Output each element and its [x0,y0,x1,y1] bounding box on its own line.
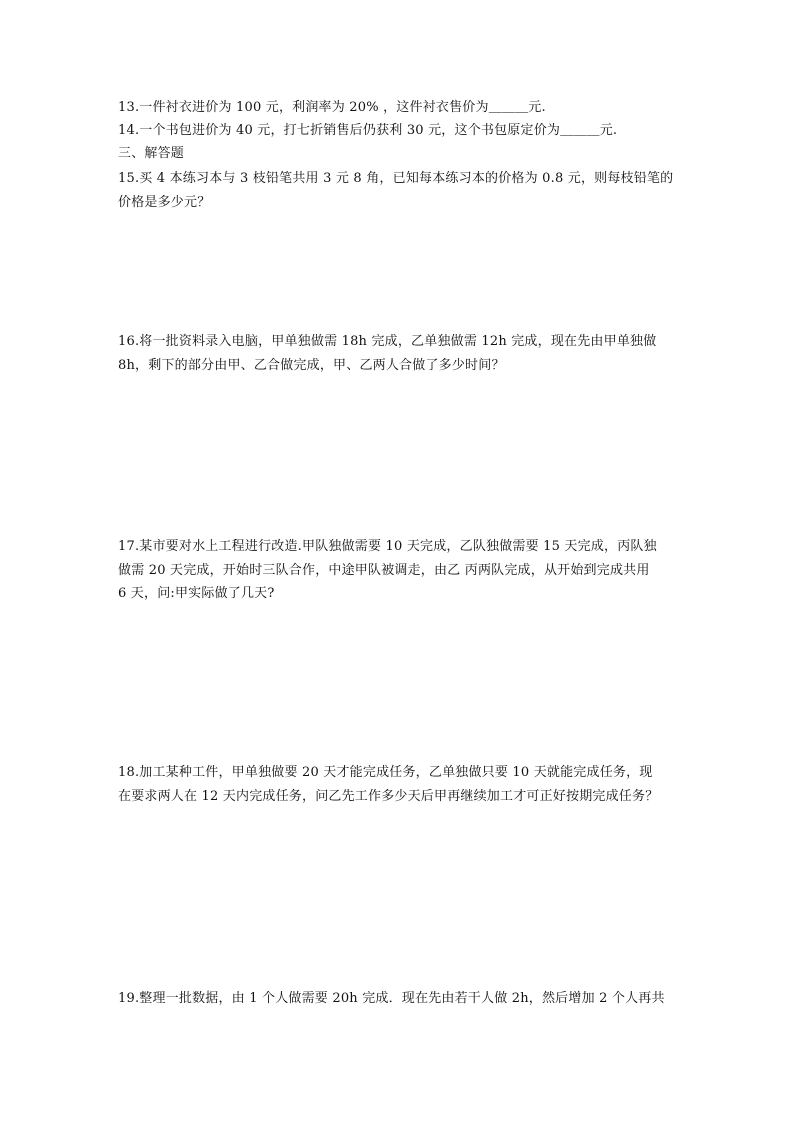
q18-line1: 18.加工某种工件，甲单独做要 20 天才能完成任务，乙单独做只要 10 天就能完成任务，现 [118,765,653,780]
q18-line2: 在要求两人在 12 天内完成任务，问乙先工作多少天后甲再继续加工才可正好按期完成任务？ [118,789,659,804]
section-title: 三、解答题 [118,146,185,161]
q17-line1: 17.某市要对水上工程进行改造.甲队独做需要 10 天完成，乙队独做需要 15 天完成，丙队独 [118,539,657,554]
q15-line2: 价格是多少元？ [118,195,211,210]
q13-line1: 13.一件衬衣进价为 100 元，利润率为 20% ，这件衬衣售价为＿＿＿元. [118,100,546,115]
q15-line1: 15.买 4 本练习本与 3 枝铅笔共用 3 元 8 角，已知每本练习本的价格为 0.8 元，则每枝铅笔的 [118,171,674,186]
q19-line1: 19.整理一批数据，由 1 个人做需要 20h 完成．现在先由若干人做 2h，然后增加 2 个人再共 [118,991,665,1006]
q14-line1: 14.一个书包进价为 40 元，打七折销售后仍获利 30 元，这个书包原定价为＿＿＿元. [118,123,618,138]
q16-line1: 16.将一批资料录入电脑，甲单独做需 18h 完成，乙单独做需 12h 完成，现在先由甲单独做 [118,334,657,349]
q17-line2: 做需 20 天完成，开始时三队合作，中途甲队被调走，由乙 丙两队完成，从开始到完成共用 [118,563,650,578]
q16-line2: 8h，剩下的部分由甲、乙合做完成，甲、乙两人合做了多少时间？ [118,358,505,373]
q17-line3: 6 天，问:甲实际做了几天? [118,586,275,601]
